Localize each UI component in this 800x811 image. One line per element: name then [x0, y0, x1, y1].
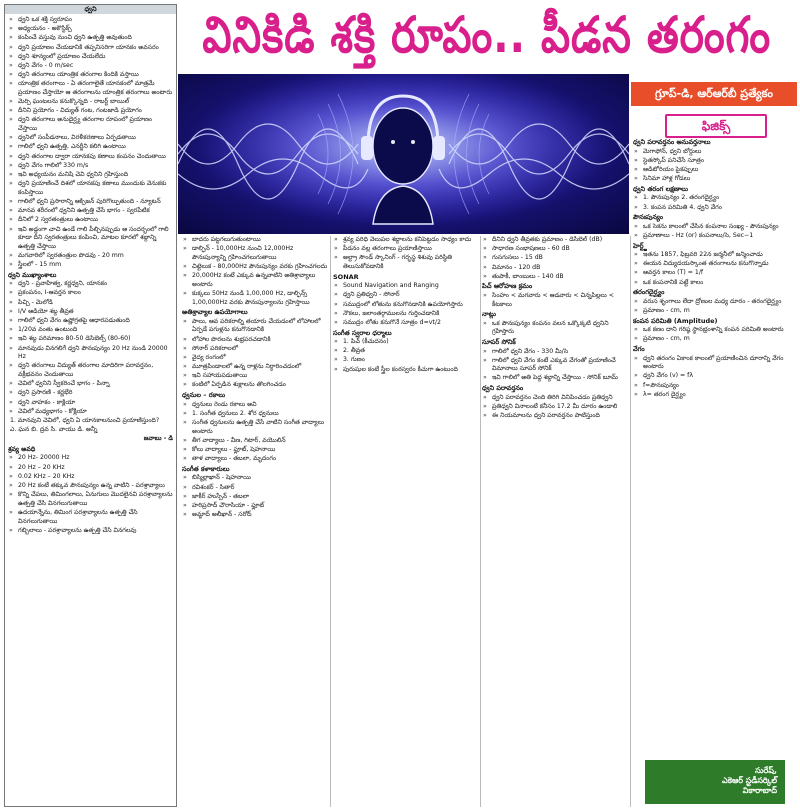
list-item: » కుక్కలు 50Hz నుండి 1,00,000 Hz, డాల్ఫిన్స్ 1,00,000Hz వరకు పౌనఃపున్యాలను గ్రహిస్తాయి	[182, 290, 328, 307]
list-item: » స్టెతస్కోప్ పనిచేసే సూత్రం	[633, 157, 797, 166]
list-item: » ధ్వని ప్రసారణి - కర్ణభేరి	[8, 389, 173, 398]
list-item: » లోహాల పొరలను శుభ్రపరచడానికి	[182, 336, 328, 345]
list-item: » మెగాఫోన్, ధ్వని బోర్డులు	[633, 148, 797, 157]
list-item: » అధ్యయనం - అకౌస్టిక్స్	[8, 25, 173, 34]
list-item: » బాదరు పట్టగలుగుతుంటాయి	[182, 236, 328, 245]
list-item: » సాధారణ సంభాషణలు - 60 dB	[482, 245, 628, 254]
list-item: » ఒక పౌనఃపున్యం కంపనం వలన ఒక్కొక్కటి ధ్వనిని గ్రహిస్తారు	[482, 320, 628, 337]
column-divider	[330, 236, 331, 807]
list-item: » ఉదయాన్నేను, తిమింగ పరశ్రావ్యాలను ఉత్పత్తి చేసి వినగలుగుతాయి	[8, 509, 173, 526]
list-item: » 20,000Hz కంటే ఎక్కువ ఉన్నవాటిని అతిశ్రావ్యాలు అంటారు	[182, 272, 328, 289]
list-item: » దీనిలో 2 స్వరతంత్రులు ఉంటాయి	[8, 216, 173, 225]
list-item: » బిస్మిల్లాఖాన్ - షెహనాయి	[182, 474, 328, 483]
list-item: » ధ్వని శూన్యంలో ప్రయాణం చేయలేదు	[8, 53, 173, 62]
list-item: » జాకీర్ హుస్సేన్ - తబలా	[182, 493, 328, 502]
sound-wave-illustration	[178, 74, 629, 234]
list-item: » తుపాకీ, బాంబులు - 140 dB	[482, 273, 628, 282]
column-4-items-3	[482, 320, 628, 337]
column-5-head-4: హెర్ట్జ్	[633, 241, 647, 250]
list-item: » దీనిని ధ్వని తీవ్రతకు ప్రమాణం - డెసిబెల్ (dB)	[482, 236, 628, 245]
list-item: » λ= తరంగ దైర్ఘ్యం	[633, 391, 797, 400]
column-divider	[630, 236, 631, 807]
column-4-head-3: నాట్లు	[482, 310, 497, 319]
column-1-section-head: ధ్వని ముఖ్యాంశాలు	[8, 270, 57, 279]
author-role: ఎకెఆర్ స్టడీసర్కిల్	[722, 776, 777, 785]
list-item: » ధ్వని ఒక శక్తి స్వరూపం	[8, 16, 173, 25]
list-item: » యాంత్రిక తరంగాలు - ఏ తరంగాలైతే యానకంలో మాత్రమే ప్రయాణం చేస్తాయో ఆ తరంగాలను యాంత్రిక తరంగాలు అంటారు	[8, 80, 173, 97]
column-5-head-5: తరంగదైర్ఘ్యం	[633, 288, 665, 297]
author-place: వికారాబాద్	[742, 786, 777, 795]
column-4-head-4: సూపర్ సోనిక్	[482, 337, 516, 346]
list-item: » గాలిలో ధ్వని ఉత్పత్తి, ఎనర్జీని కలిగి ఉంటాయి	[8, 143, 173, 152]
question-intro: 1. మానవుని చెవిలో, ధ్వని ఏ యానకాలనుంచి ప్రయాణిస్తుంది?	[10, 416, 160, 424]
column-3-items	[333, 236, 478, 272]
list-item: » సంగీత ధ్వనులను ఉత్పత్తి చేసే వాటిని సంగీత వాద్యాలు అంటారు	[182, 419, 328, 436]
list-item: » ఇవి అధ్యయనం మనిషి చెవి ధ్వనిని గ్రహిస్తుంది	[8, 171, 173, 180]
list-item: » సినిమా హాళ్ల గోడలు	[633, 175, 797, 184]
list-item: » మానవ శరీరంలో ధ్వనిని ఉత్పత్తి చేసే భాగం - స్వరపేటిక	[8, 207, 173, 216]
list-item: » పాలు, ఆవ పరికరాల్ని తయారు చేయడంలో లోహాలలో ఏర్పడే పగుళ్లను కనుగొనడానికి	[182, 318, 328, 335]
column-4-items-5	[482, 394, 628, 421]
column-4-items	[482, 236, 628, 281]
column-2	[182, 236, 328, 807]
list-item: » రవిశంకర్ - సితార్	[182, 484, 328, 493]
list-item: » మూత్రపిండాలలో ఉన్న రాళ్లను నిర్ధారించడంలో	[182, 363, 328, 372]
list-item: » తాళ వాద్యాలు - తబలా, మృదంగం	[182, 455, 328, 464]
group-d-banner: గ్రూప్-డి, ఆర్ఆర్‌బీ ప్రత్యేకం	[631, 82, 797, 106]
list-item: » 20 Hz కంటే తక్కువ పౌనఃపున్యం ఉన్న వాటిని - పరశ్రావ్యాలు	[8, 482, 173, 491]
list-item: » ఇతను 1857, ఫిబ్రవరి 22న జర్మనీలో జన్మించాడు	[633, 251, 797, 260]
list-item: » పిచ్చి - మెలోడి	[8, 299, 173, 308]
list-item: » ధ్వని పరావర్తనం చెంది తిరిగి వినిపించడం ప్రతిధ్వని	[482, 394, 628, 403]
hero-image	[178, 74, 629, 234]
list-item: » విమానం - 120 dB	[482, 264, 628, 273]
column-5-items-4	[633, 251, 797, 287]
list-item: » కంటిలో ఏర్పడిన శుక్లాలను తొలగించడం	[182, 381, 328, 390]
sonar-items	[333, 282, 478, 327]
list-item: » హరిప్రసాద్ చౌరాసియా - ఫ్లూట్	[182, 502, 328, 511]
column-5-items-1	[633, 148, 797, 184]
column-3-head-2: SONAR	[333, 272, 359, 281]
column-2-items-3	[182, 401, 328, 464]
physics-title: ఫిజిక్స్	[665, 114, 767, 138]
list-item: » ధ్వని వేగం గాలిలో 330 m/s	[8, 162, 173, 171]
question-options: ఎ. ఘన బి. ద్రవ సి. వాయు డి. అన్నీ	[10, 426, 98, 434]
column-2-items-4	[182, 474, 328, 519]
list-item: » స్త్రీలలో - 15 mm	[8, 261, 173, 270]
list-item: » ధ్వనిలో సంపీడనాలు, విరళీకరణాలు ఏర్పడతాయి	[8, 134, 173, 143]
list-item: » చిట్టెలుక - 80,000Hz పౌనఃపున్యం వరకు గ్రహించగలదు	[182, 263, 328, 272]
list-item: » ధ్వనులు రెండు రకాలు అవి	[182, 401, 328, 410]
list-item: » 1/20వ వంతు ఉంటుంది	[8, 326, 173, 335]
question-answer: జవాబు - డి	[143, 435, 173, 443]
list-item: » ధ్వని ప్రయాణించే దిశలో యానకపు కణాలు ముందుకు వెనుకకు కంపిస్తాయి	[8, 180, 173, 197]
list-item: » చెవిలో ధ్వనిని స్వీకరించే భాగం - పిన్నా	[8, 380, 173, 389]
column-1-items-2	[8, 280, 173, 416]
range-items	[8, 454, 173, 535]
list-item: » 1. పౌనఃపున్యం 2. తరంగదైర్ఘ్యం	[633, 194, 797, 203]
list-item: » సోనార్ పరికరాలలో	[182, 345, 328, 354]
list-item: » సముద్రం లోతు కనుగొనే సూత్రం d=vt/2	[333, 319, 478, 328]
list-item: » అమ్జాద్ అలీఖాన్ - సరోద్	[182, 511, 328, 520]
list-item: » 1. పిచ్ (కీచుదనం)	[333, 338, 478, 347]
column-4-head-2: పిచ్ ఆరోహణ క్రమం	[482, 282, 533, 291]
column-4-head-5: ధ్వని పరావర్తనం	[482, 384, 524, 393]
list-item: » ఒక కణం దాని గరిష్ఠ స్థానభ్రంశాన్ని కంపన పరిమితి అంటారు	[633, 326, 797, 335]
list-item: » గాలిలో ధ్వని వేగం ఉష్ణోగ్రతపై ఆధారపడుతుంది	[8, 317, 173, 326]
list-item: » గబ్బిలాలు - పరశ్రావ్యాలను ఉత్పత్తి చేసి వినగలవు	[8, 527, 173, 536]
list-item: » ధ్వని వేగం (v) = fλ	[633, 372, 797, 381]
list-item: » గాలిలో ధ్వని వేగం కంటే ఎక్కువ వేగంతో ప్రయాణించే విమానాలు సూపర్ సోనిక్	[482, 357, 628, 374]
list-item: » కొన్ని చేపలు, తిమింగలాలు, ఏనుగులు మొదలైనవి పరశ్రావ్యాలను ఉత్పత్తి చేసి వినగలుగుతాయి	[8, 491, 173, 508]
list-item: » ఇవి గాలిలో అతి పెద్ద శబ్దాన్ని చేస్తాయి - సోనిక్ బూమ్	[482, 374, 628, 383]
list-item: » ధ్వని - ప్రవాహిత్వ, కర్ణధ్వని, యానకం	[8, 280, 173, 289]
list-item: » 1. సంగీత ధ్వనులు 2. శోర ధ్వనులు	[182, 410, 328, 419]
list-item: » కోలు వాద్యాలు - ఫ్లూట్, షెహనాయి	[182, 446, 328, 455]
list-item: » సముద్రంలో లోతును కనుగొనడానికి ఉపయోగిస్తారు	[333, 301, 478, 310]
list-item: » ధ్వని వాహకం - కాక్లియా	[8, 399, 173, 408]
column-3-head-3: సంగీత స్వరాల ధర్మాలు	[333, 328, 392, 337]
sidebar-top	[631, 74, 797, 136]
list-item: » ధ్వని తరంగాలు అనుదైర్ఘ్య తరంగాల రూపంలో ప్రయాణం చేస్తాయి	[8, 116, 173, 133]
list-item: » శ్రవ్య పరిధి వెలుపల శబ్దాలను కనిపెట్టడం సాధ్యం కాదు	[333, 236, 478, 245]
list-item: » 3. కంపన పరిమితి 4. ధ్వని వేగం	[633, 204, 797, 213]
list-item: » ఇవి శబ్ద పరిమాణం 80-50 డెసిబెల్స్ (80-60)	[8, 335, 173, 344]
list-item: » ధ్వని తరంగం ఏకాంక కాలంలో ప్రయాణించిన దూరాన్ని వేగం అంటారు	[633, 355, 797, 372]
list-item: » కంపించే వస్తువు నుంచి ధ్వని ఉత్పత్తి అవుతుంది	[8, 34, 173, 43]
column-5-items-7	[633, 355, 797, 400]
headline	[178, 5, 796, 74]
list-item: » సింహం < మగవారు < ఆడవారు < చిన్నపిల్లలు < కీటకాలు	[482, 292, 628, 309]
list-item: » ఈయన విద్యుదయస్కాంత తరంగాలను కనుగొన్నాడు	[633, 260, 797, 269]
list-item: » ధ్వని తరంగాలు యాంత్రిక తరంగాల కిందికి వస్తాయి	[8, 71, 173, 80]
list-item: » 3. గుణం	[333, 356, 478, 365]
list-item: » 20 Hz – 20 KHz	[8, 464, 173, 473]
list-item: » నౌకలు, జలాంతర్గాములను గుర్తించడానికి	[333, 310, 478, 319]
column-5-head-6: కంపన పరిమితి (Amplitude)	[633, 316, 718, 325]
column-2-items-2	[182, 318, 328, 390]
column-5-head-1: ధ్వని పరావర్తనం అనువర్తనాలు	[633, 138, 711, 146]
column-1-items	[8, 16, 173, 270]
column-5-head-7: వేగం	[633, 345, 645, 353]
list-item: » I/V ఆడియో శబ్ద తీవ్రత	[8, 308, 173, 317]
list-item: » Sound Navigation and Ranging	[333, 282, 478, 291]
list-item: » ప్రతిధ్వని వినాలంటే కనీసం 17.2 మీ దూరం ఉండాలి	[482, 403, 628, 412]
list-item: » ఇవి అడ్డంగా చాచి ఉండే గాలి పీల్చినప్పుడు ఆ సందర్భంలో గాలి కూడా దీని స్వరతంత్రులు కంపించి, మాటల కూరలో శబ్దాన్ని ఉత్పత్తి చేస్తాయి	[8, 226, 173, 252]
column-5-items-2	[633, 194, 797, 212]
headline-text: వినికిడి శక్తి రూపం.. పీడన తరంగం	[202, 5, 772, 64]
column-2-head-2: అతిశ్రావ్యాల ఉపయోగాలు	[182, 308, 248, 317]
list-item: » డాల్ఫిన్ - 10,000Hz నుంచి 12,000Hz పౌనఃపున్యాన్ని గ్రహించగలుగుతాయి	[182, 245, 328, 262]
column-4	[482, 236, 628, 807]
column-2-head-3: ధ్వనుల – రకాలు	[182, 391, 226, 400]
column-3-items-3	[333, 338, 478, 374]
list-item: » ధ్వని తరంగాల ద్వారా యానకపు కణాలు కంపనం చెందుతాయి	[8, 153, 173, 162]
list-item: » వరుస శృంగాలు లేదా ద్రోణుల మధ్య దూరం - తరంగదైర్ఘ్యం	[633, 298, 797, 307]
column-3	[333, 236, 478, 807]
column-2-head-4: సంగీత కళాకారులు	[182, 464, 230, 473]
list-item: » ఇవి సహాయపడుతాయి	[182, 372, 328, 381]
list-item: » ధ్వని వేగం - 0 m/sec	[8, 62, 173, 71]
range-head: శ్రవ్య అవధి	[8, 444, 36, 453]
list-item: » గుసగుసలు - 15 dB	[482, 254, 628, 263]
column-1-strip: ధ్వని	[5, 5, 176, 14]
list-item: » f=పౌనఃపున్యం	[633, 382, 797, 391]
list-item: » ధ్వని ప్రతిధ్వని - సోనార్	[333, 291, 478, 300]
list-item: » ప్రమాణాలు - Hz (or) కంపనాలు/సె, Sec−1	[633, 232, 797, 241]
column-divider	[480, 236, 481, 807]
column-5-items-6	[633, 326, 797, 344]
list-item: » తీగ వాద్యాలు - వీణ, గిటార్, వయొలిన్	[182, 437, 328, 446]
list-item: » ఒక కంపనానికి పట్టే కాలం	[633, 279, 797, 288]
list-item: » దీనిని ప్రయోగం - విద్యుత్ గంట, గంటజాడి ప్రయోగం	[8, 107, 173, 116]
list-item: » ఆడిటోరియం పైకప్పులు	[633, 166, 797, 175]
list-item: » గాలిలో ధ్వని ప్రసారాన్ని ఆక్సిజన్ పురిగొల్పుతుంది - న్యూటన్	[8, 198, 173, 207]
list-item: » ఆవర్తన కాలం (T) = 1/f	[633, 269, 797, 278]
column-4-items-4	[482, 348, 628, 384]
column-4-items-2	[482, 292, 628, 309]
list-item: » మెర్సి ఘంటలను కనుక్కొన్నది - రాబర్ట్ బాయిల్	[8, 98, 173, 107]
list-item: » 20 Hz- 20000 Hz	[8, 454, 173, 463]
author-name: సురేష్,	[755, 766, 777, 775]
list-item: » ధ్వని ప్రయాణం చేయడానికి తప్పనిసరిగా యానకం అవసరం	[8, 44, 173, 53]
column-5-head-3: పౌనఃపున్యం	[633, 213, 664, 222]
column-5	[633, 137, 797, 757]
list-item: » పురుషుల కంటే స్త్రీల కంఠస్వరం కీచుగా ఉంటుంది	[333, 366, 478, 375]
author-box	[645, 760, 785, 804]
column-5-head-2: ధ్వని తరంగ లక్షణాలు	[633, 184, 689, 193]
list-item: » అల్ట్రా సౌండ్ స్కానింగ్ - గర్భస్థ శిశువు పరిస్థితి తెలుసుకోవడానికి	[333, 254, 478, 271]
list-item: » 2. తీవ్రత	[333, 347, 478, 356]
list-item: » గాలిలో ధ్వని వేగం - 330 మీ/సె	[482, 348, 628, 357]
list-item: » ధ్వని తరంగాలు విద్యుత్ తరంగాల మాదిరిగా పరావర్తనం, వక్రీభవనం చెందుతాయి	[8, 362, 173, 379]
list-item: » ప్రమాణం - cm, m	[633, 335, 797, 344]
list-item: » ఒక సెకను కాలంలో చేసిన కంపనాల సంఖ్య - పౌనఃపున్యం	[633, 223, 797, 232]
list-item: » మానవుడు వినగలిగే ధ్వని పౌనఃపున్యం 20 Hz నుండి 20000 Hz	[8, 345, 173, 362]
list-item: » వైద్య రంగంలో	[182, 354, 328, 363]
column-5-items-3	[633, 223, 797, 241]
list-item: » 0.02 KHz – 20 KHz	[8, 473, 173, 482]
list-item: » ప్రకంపనం, I-ఆవర్తన కాలం	[8, 289, 173, 298]
list-item: » ఈ నియమాలను ధ్వని పరావర్తనం పాటిస్తుంది	[482, 412, 628, 421]
column-2-items	[182, 236, 328, 307]
column-5-items-5	[633, 298, 797, 316]
list-item: » ప్రమాణం - cm, m	[633, 307, 797, 316]
column-1	[4, 4, 177, 807]
list-item: » చెవిలో మధ్యభాగం - కోక్లియా	[8, 408, 173, 417]
list-item: » పీడనం వల్ల తరంగాలు ప్రయాణిస్తాయి	[333, 245, 478, 254]
list-item: » మగవారిలో స్వరతంత్రుల పొడవు - 20 mm	[8, 252, 173, 261]
